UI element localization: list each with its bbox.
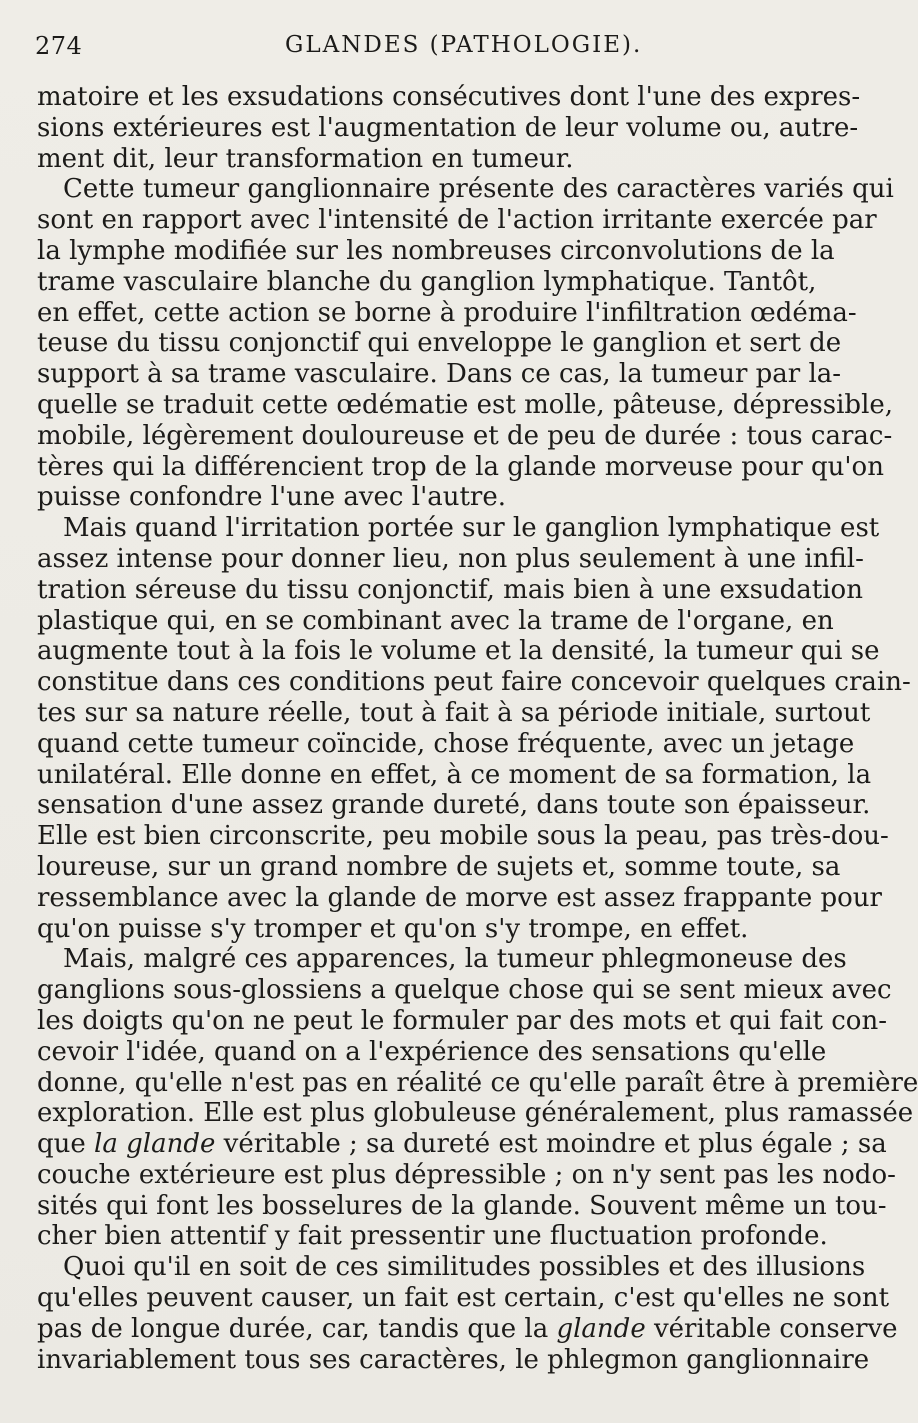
text-line: sensation d'une assez grande dureté, dans toute son épaisseur. — [37, 790, 871, 821]
paragraph — [37, 82, 861, 174]
text-line: Quoi qu'il en soit de ces similitudes possibles et des illusions — [63, 1252, 866, 1283]
italic-term: la glande — [94, 1129, 216, 1160]
text-line: matoire et les exsudations consécutives dont l'une des expres- — [37, 82, 861, 112]
paragraph — [37, 513, 911, 944]
text-line: Mais, malgré ces apparences, la tumeur phlegmoneuse des — [63, 944, 847, 975]
text-line: sions extérieures est l'augmentation de leur volume ou, autre- — [37, 112, 859, 143]
text-line: Elle est bien circonscrite, peu mobile sous la peau, pas très-dou- — [37, 821, 889, 852]
page-header — [35, 30, 760, 64]
text-line: support à sa trame vasculaire. Dans ce cas, la tumeur par la- — [37, 359, 842, 390]
paragraph — [37, 1252, 898, 1375]
text-line: Cette tumeur ganglionnaire présente des caractères variés qui — [63, 174, 894, 205]
text-line: les doigts qu'on ne peut le formuler par des mots et qui fait con- — [37, 1005, 887, 1036]
text-line: cevoir l'idée, quand on a l'expérience des sensations qu'elle — [37, 1036, 827, 1067]
text-line: tration séreuse du tissu conjonctif, mais bien à une exsudation — [37, 574, 863, 605]
text-line: assez intense pour donner lieu, non plus seulement à une infil- — [37, 543, 864, 574]
text-line: exploration. Elle est plus globuleuse généralement, plus ramassée — [37, 1098, 914, 1129]
text-line: pas de longue durée, car, tandis que la glande véritable conserve — [37, 1313, 898, 1344]
text-line: unilatéral. Elle donne en effet, à ce moment de sa formation, la — [37, 759, 872, 790]
text-line: que la glande véritable ; sa dureté est moindre et plus égale ; sa — [37, 1129, 887, 1160]
text-line: teuse du tissu conjonctif qui enveloppe le ganglion et sert de — [37, 328, 842, 359]
text-line: quelle se traduit cette œdématie est molle, pâteuse, dépressible, — [37, 389, 894, 420]
text-line: tes sur sa nature réelle, tout à fait à sa période initiale, surtout — [37, 697, 871, 728]
text-line: Mais quand l'irritation portée sur le ganglion lymphatique est — [63, 513, 880, 544]
paragraph — [37, 944, 918, 1252]
text-line: sont en rapport avec l'intensité de l'action irritante exercée par — [37, 205, 877, 236]
page-number: 274 — [35, 32, 83, 60]
text-line: ganglions sous-glossiens a quelque chose qui se sent mieux avec — [37, 975, 892, 1006]
paragraph — [37, 174, 894, 513]
text-line: ressemblance avec la glande de morve est assez frappante pour — [37, 882, 882, 913]
text-line: invariablement tous ses caractères, le phlegmon ganglionnaire — [37, 1344, 870, 1375]
text-line: quand cette tumeur coïncide, chose fréquente, avec un jetage — [37, 728, 855, 759]
text-line: cher bien attentif y fait pressentir une fluctuation profonde. — [37, 1221, 828, 1252]
text-line: augmente tout à la fois le volume et la densité, la tumeur qui se — [37, 636, 880, 667]
text-line: constitue dans ces conditions peut faire concevoir quelques crain- — [37, 667, 911, 698]
text-line: en effet, cette action se borne à produire l'infiltration œdéma- — [37, 297, 857, 328]
text-line: plastique qui, en se combinant avec la trame de l'organe, en — [37, 605, 834, 636]
italic-term: glande — [556, 1313, 646, 1344]
text-line: loureuse, sur un grand nombre de sujets et, somme toute, sa — [37, 851, 841, 882]
text-line: ment dit, leur transformation en tumeur. — [37, 143, 574, 174]
text-line: donne, qu'elle n'est pas en réalité ce qu'elle paraît être à première — [37, 1067, 918, 1098]
text-line: mobile, légèrement douloureuse et de peu de durée : tous carac- — [37, 420, 893, 451]
text-line: qu'elles peuvent causer, un fait est certain, c'est qu'elles ne sont — [37, 1283, 890, 1314]
body-text — [37, 82, 918, 1375]
running-head: GLANDES (PATHOLOGIE). — [285, 32, 643, 58]
text-line: puisse confondre l'une avec l'autre. — [37, 482, 506, 513]
text-line: la lymphe modifiée sur les nombreuses circonvolutions de la — [37, 235, 835, 266]
text-line: sités qui font les bosselures de la glande. Souvent même un tou- — [37, 1190, 887, 1221]
text-line: tères qui la différencient trop de la glande morveuse pour qu'on — [37, 451, 884, 482]
text-line: trame vasculaire blanche du ganglion lymphatique. Tantôt, — [37, 266, 817, 297]
text-line: couche extérieure est plus dépressible ; on n'y sent pas les nodo- — [37, 1159, 896, 1190]
text-line: qu'on puisse s'y tromper et qu'on s'y trompe, en effet. — [37, 913, 749, 944]
